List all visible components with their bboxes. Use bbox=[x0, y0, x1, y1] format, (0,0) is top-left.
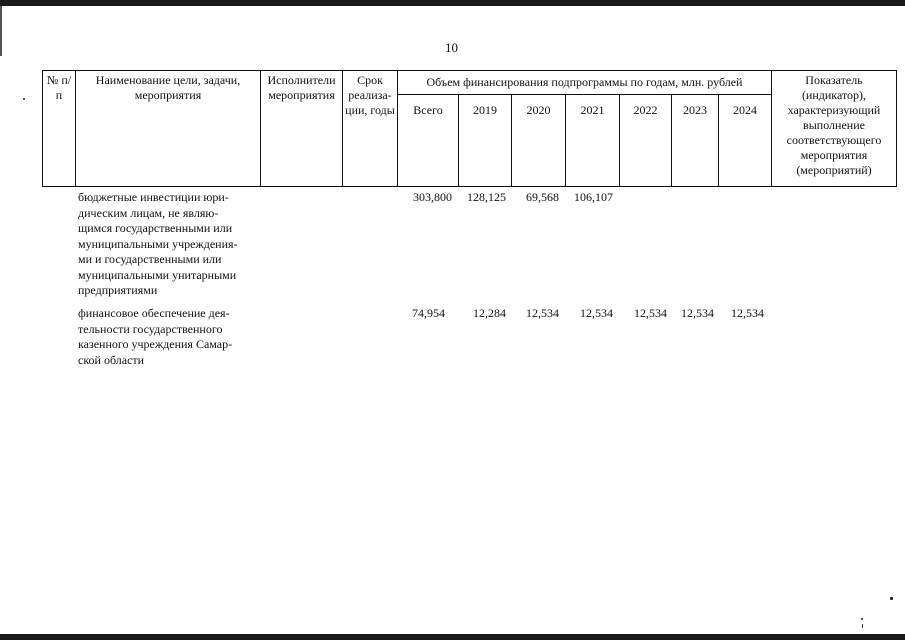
header-year: 2022 bbox=[620, 95, 672, 187]
cell-2021: 12,534 bbox=[580, 306, 613, 320]
row-description bbox=[78, 306, 255, 368]
cell-2023: 12,534 bbox=[681, 306, 714, 320]
page-number: 10 bbox=[445, 40, 458, 55]
row-description bbox=[78, 190, 255, 299]
scan-speck bbox=[23, 98, 25, 100]
header-executors: Исполнители мероприятия bbox=[261, 71, 343, 187]
header-year: 2019 bbox=[459, 95, 512, 187]
cell-total: 74,954 bbox=[412, 306, 445, 320]
scan-bottom-border bbox=[0, 634, 905, 640]
description-line: щимся государственными или bbox=[78, 221, 233, 235]
scan-top-border bbox=[0, 0, 905, 6]
cell-2024: 12,534 bbox=[731, 306, 764, 320]
header-year: 2020 bbox=[512, 95, 566, 187]
description-line: муниципальными унитарными bbox=[78, 267, 237, 282]
description-line: муниципальными учреждения- bbox=[78, 236, 238, 251]
header-indicator: Показатель (индикатор), характеризующий выполнение соответствующего мероприятия (мероприятий) bbox=[772, 71, 897, 187]
description-line: предприятиями bbox=[78, 283, 158, 297]
cell-2020: 69,568 bbox=[526, 190, 559, 204]
header-total: Всего bbox=[398, 95, 459, 187]
description-line: казенного учреждения Самар- bbox=[78, 337, 233, 351]
header-term: Срок реализа-ции, годы bbox=[343, 71, 398, 187]
cell-2019: 12,284 bbox=[473, 306, 506, 320]
scan-left-edge bbox=[0, 6, 2, 56]
scan-speck bbox=[861, 618, 863, 620]
header-year: 2023 bbox=[672, 95, 719, 187]
header-funding: Объем финансирования подпрограммы по годам, млн. рублей bbox=[398, 71, 772, 95]
table-header bbox=[42, 70, 897, 187]
description-line: ской области bbox=[78, 352, 145, 367]
description-line: тельности государственного bbox=[78, 321, 223, 336]
header-name: Наименование цели, задачи, мероприятия bbox=[76, 71, 261, 187]
cell-total: 303,800 bbox=[413, 190, 452, 204]
description-line: дическим лицам, не являю- bbox=[78, 205, 219, 220]
table-row bbox=[0, 306, 905, 376]
description-line: бюджетные инвестиции юри- bbox=[78, 190, 229, 204]
cell-2022: 12,534 bbox=[634, 306, 667, 320]
header-year: 2021 bbox=[566, 95, 620, 187]
cell-2021: 106,107 bbox=[574, 190, 613, 204]
header-num: № п/п bbox=[43, 71, 76, 187]
scan-speck bbox=[862, 624, 863, 628]
cell-2019: 128,125 bbox=[467, 190, 506, 204]
header-year: 2024 bbox=[719, 95, 772, 187]
description-line: финансовое обеспечение дея- bbox=[78, 306, 230, 320]
cell-2020: 12,534 bbox=[526, 306, 559, 320]
description-line: ми и государственными или bbox=[78, 252, 222, 266]
scan-speck bbox=[890, 597, 893, 600]
table-row bbox=[0, 190, 905, 300]
